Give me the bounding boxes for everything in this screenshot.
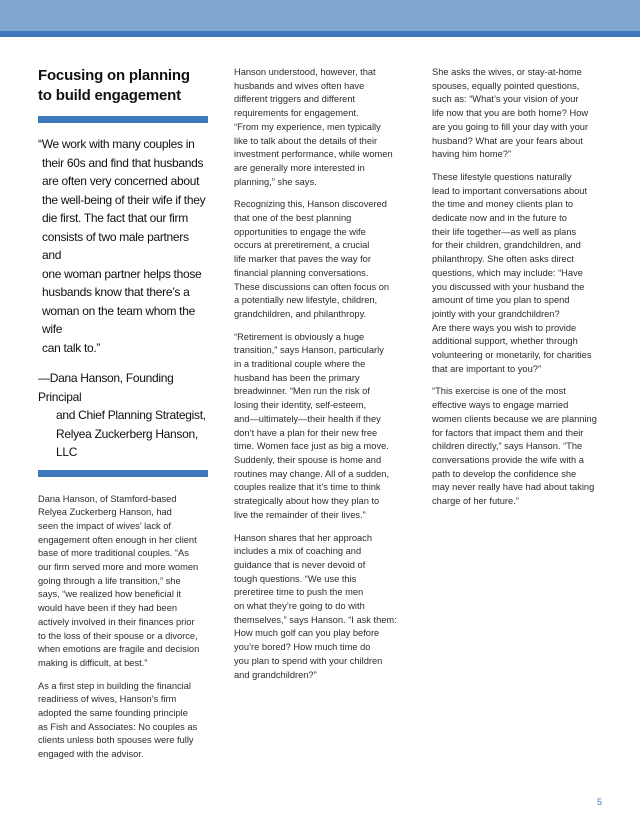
quote-line: woman on the team whom the wife [42,303,195,336]
quote-line: are often very concerned about [42,174,200,188]
sidebar-bottom-rule [38,470,208,477]
body-paragraph: “Retirement is obviously a huge transition,” says Hanson, particularly in a traditional couple where the husband has been the primary breadwinner. “Men run the risk of losing their identity, self-esteem, and—ultimately—their health if they don’t have a plan for their new free time. Women face just as big a move. Suddenly, their spouse is home and routines may change. All of a sudden, couples realize that it’s time to think strategically about how they plan to live the remainder of their lives.” [234,331,390,520]
page-number: 5 [596,797,602,807]
sidebar-heading [38,66,208,106]
body-paragraph: “This exercise is one of the most effective ways to engage married women clients because we are planning for factors that impact them and their children directly,” says Hanson. “The conversations provide the wife with a path to develop the confidence she may never really have had about taking charge of her future.” [432,386,597,507]
column-2 [234,66,410,691]
quote-line: the well-being of their wife if they [42,192,206,207]
attribution-line: and Chief Planning Strategist, [56,408,206,422]
quote-line: their 60s and find that husbands [42,155,204,170]
sidebar-heading-line-2: to build engagement [38,87,181,104]
attribution-line: —Dana Hanson, Founding Principal [38,371,174,404]
column-3 [432,66,602,518]
pull-quote [38,135,208,357]
body-paragraph: Hanson shares that her approach includes a mix of coaching and guidance that is never devoid of tough questions. “We use this preretiree time to push the men on what they’re going to do with themselves,” says Hanson. “I ask them: How much golf can you play before you’re bored? How much time do you plan to spend with your children and grandchildren?” [234,532,397,680]
body-paragraph: Dana Hanson, of Stamford-based Relyea Zuckerberg Hanson, had seen the impact of wives’ lack of engagement often enough in her client base of more traditional couples. “As our firm served more and more women going through a life transition,” she says, “we realized how beneficial it would have been if they had been actively involved in their finances prior to the loss of their spouse or a divorce, when emotions are fragile and decision making is difficult, at best.” [38,493,200,668]
sidebar-top-rule [38,116,208,123]
quote-line: “We work with many couples in [38,137,195,151]
body-paragraph: Recognizing this, Hanson discovered that one of the best planning opportunities to engage the wife occurs at preretirement, a crucial life marker that paves the way for financial planning conversations. These discussions can often focus on a potentially new lifestyle, children, grandchildren, and philanthropy. [234,199,390,319]
body-paragraph: She asks the wives, or stay-at-home spouses, equally pointed questions, such as: “What’s your vision of your life now that you are both home? How are you going to fill your day with your husband? What are your fears about having him home?” [432,67,589,160]
sidebar-heading-line-1: Focusing on planning [38,67,190,84]
quote-line: husbands know that there’s a [42,285,190,299]
column-1 [38,66,208,771]
header-band-stripe [0,31,640,37]
body-paragraph: As a first step in building the financial readiness of wives, Hanson’s firm adopted the same founding principle as Fish and Associates: No couples as clients unless both spouses were fully engaged with the advisor. [38,680,198,760]
quote-line: consists of two male partners and [42,229,189,262]
quote-line: one woman partner helps those [42,266,202,281]
attribution-line: Relyea Zuckerberg Hanson, LLC [56,426,198,459]
quote-attribution [38,369,208,462]
quote-line: die first. The fact that our firm [42,211,188,225]
header-band [0,0,640,31]
body-paragraph: Hanson understood, however, that husbands and wives often have different triggers and different requirements for engagement. “From my experience, men typically like to talk about the details of their investment performance, while women are generally more interested in planning,” she says. [234,67,393,187]
quote-line: can talk to.” [42,340,101,355]
body-paragraph: These lifestyle questions naturally lead to important conversations about the time and money clients plan to dedicate now and in the future to their life together—as well as plans for their children, grandchildren, and philanthropy. She often asks direct questions, which may include: “Have you discussed with your husband the amount of time you plan to spend jointly with your grandchildren? Are there ways you wish to provide additional support, whether through volunteering or monetarily, for charities that are important to you?” [432,171,592,374]
